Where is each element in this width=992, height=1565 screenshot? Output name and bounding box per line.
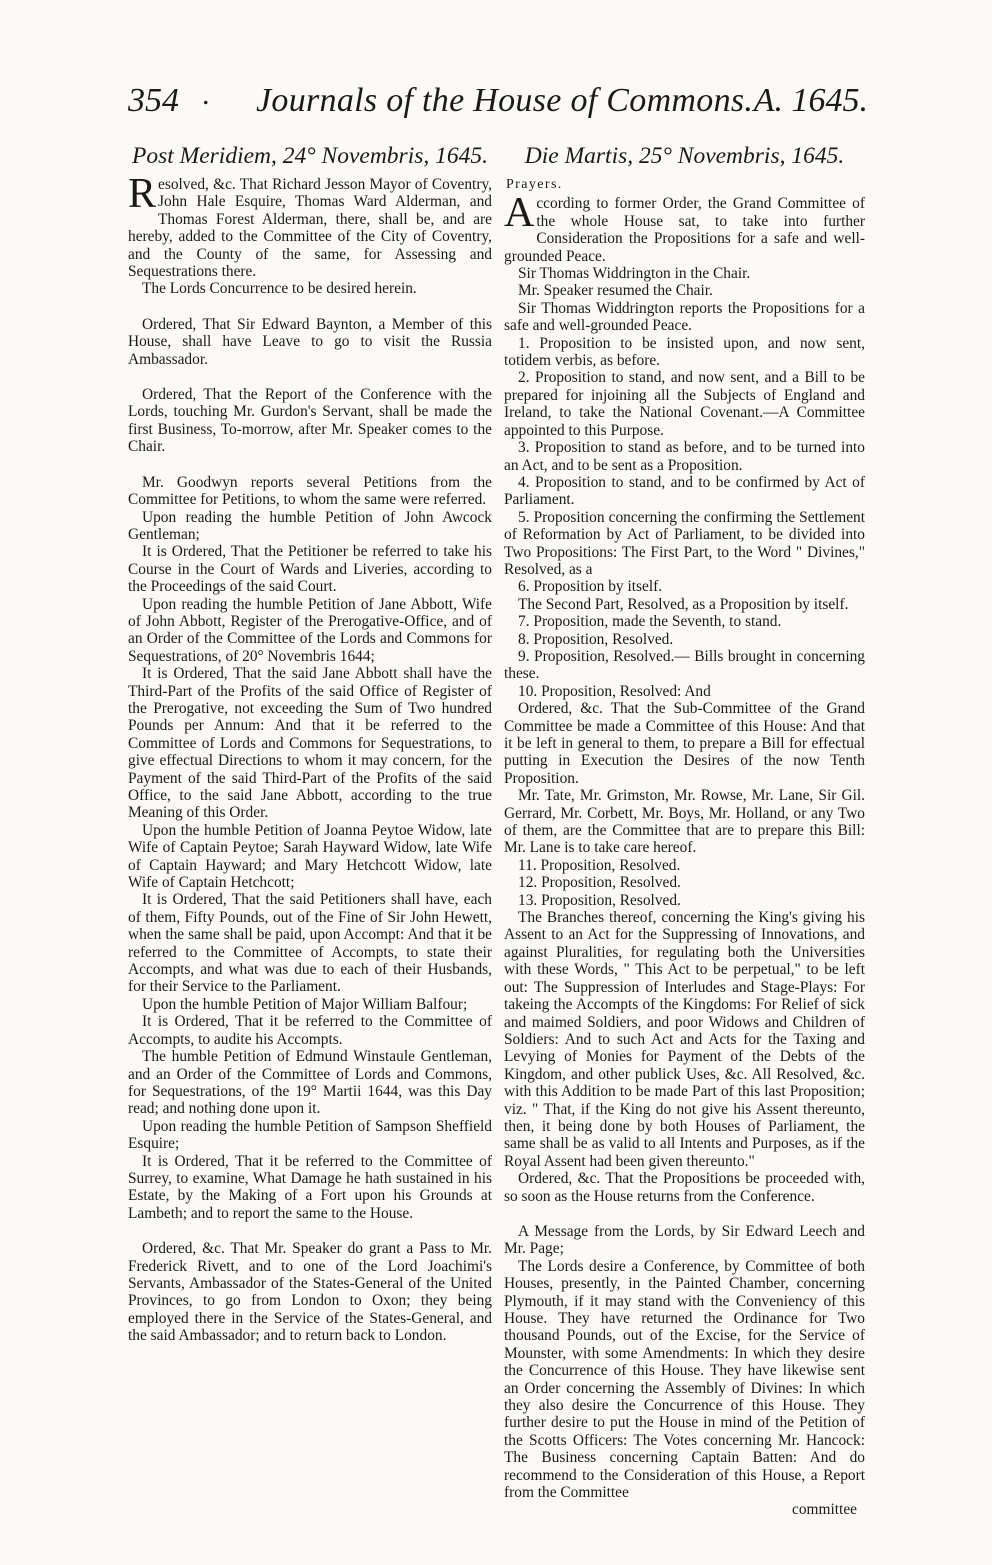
paragraph: The Lords desire a Conference, by Committee of both Houses, presently, in the Painted Chamber, concerning Plymouth, if it may stand with the Conveniency of this House. They have returned the Ordinance for Two thousand Pounds, out of the Excise, for the Service of Mounster, with some Amendments: In which they desire the Concurrence of this House. They have likewise sent an Order concerning the Assembly of Divines: In which they also desire the Concurrence of this House. They further desire to put the House in mind of the Petition of the Scotts Officers: The Votes concerning Mr. Hancock: The Business concerning Captain Batten: And do recommend to the Consideration of this House, a Report from the Committee xyxy=(504,1257,865,1502)
paragraph: The Second Part, Resolved, as a Proposition by itself. xyxy=(518,595,849,613)
paragraph: The humble Petition of Edmund Winstaule Gentleman, and an Order of the Committee of Lords and Commons, for Sequestrations, of the 19° Martii 1644, was this Day read; and nothing done upon it. xyxy=(128,1048,492,1118)
paragraph: Upon the humble Petition of Major William Balfour; xyxy=(142,995,468,1013)
paragraph: 1. Proposition to be insisted upon, and now sent, totidem verbis, as before. xyxy=(504,334,865,370)
paragraph: 11. Proposition, Resolved. xyxy=(518,856,681,874)
paragraph: It is Ordered, That it be referred to the Committee of Accompts, to audite his Accompts. xyxy=(128,1013,492,1048)
paragraph: Upon reading the humble Petition of Sampson Sheffield Esquire; xyxy=(128,1117,492,1153)
paragraph: Sir Thomas Widdrington reports the Propositions for a safe and well-grounded Peace. xyxy=(504,299,865,335)
paragraph: 3. Proposition to stand as before, and to be turned into an Act, and to be sent as a Proposition. xyxy=(504,439,865,474)
header-separator: . xyxy=(202,78,210,111)
paragraph: 10. Proposition, Resolved: And xyxy=(518,682,711,700)
paragraph: It is Ordered, That it be referred to the Committee of Surrey, to examine, What Damage he hath sustained in his Estate, by the Making of a Fort upon his Grounds at Lambeth; and to report the same to the House. xyxy=(128,1152,492,1222)
paragraph: According to former Order, the Grand Committee of the whole House sat, to take into further Consideration the Propositions for a safe and well-grounded Peace. xyxy=(504,190,865,265)
paragraph: Mr. Speaker resumed the Chair. xyxy=(518,282,713,300)
paragraph: 5. Proposition concerning the confirming the Settlement of Reformation by Act of Parliament, to be divided into Two Propositions: The First Part, to the Word " Divines," Resolved, as a xyxy=(504,508,865,578)
paragraph: The Branches thereof, concerning the King's giving his Assent to an Act for the Suppressing of Innovations, and against Pluralities, for regulating both the Universities with these Words, " This Act to be perpetual," to be left out: The Suppression of Interludes and Stage-Plays: For takeing the Accompts of the Kingdoms: For Relief of sick and maimed Soldiers, and poor Widows and Children of Soldiers: And to such Act and Acts for the Taxing and Levying of Monies for Payment of the Debts of the Kingdom, and other publick Uses, &c. All Resolved, &c. with this Addition to be made Part of this last Proposition; viz. " That, if the King do not give his Assent thereunto, then, it being done by both Houses of Parliament, the same shall be as valid to all Intents and Purposes, as if the Royal Assent had been given thereunto." xyxy=(504,909,865,1170)
paragraph: Ordered, &c. That Mr. Speaker do grant a Pass to Mr. Frederick Rivett, and to one of the Lord Joachimi's Servants, Ambassador of the States-General of the United Provinces, to go from London to Oxon; they being employed there in the Service of the States-General, and the said Ambassador; and to return back to London. xyxy=(128,1240,492,1345)
paragraph: Ordered, &c. That the Sub-Committee of the Grand Committee be made a Committee of this House: And that it be left in general to them, to prepare a Bill for effectual putting in Execution the Desires of the now Tenth Proposition. xyxy=(504,700,865,787)
paragraph: Sir Thomas Widdrington in the Chair. xyxy=(518,265,751,283)
paragraph: Resolved, &c. That Richard Jesson Mayor of Coventry, John Hale Esquire, Thomas Ward Alderman, and Thomas Forest Alderman, there, shall be, and are hereby, added to the Committee of the City of Coventry, and the County of the same, for Assessing and Sequestrations there. xyxy=(128,171,492,281)
paragraph: 2. Proposition to stand, and now sent, and a Bill to be prepared for injoining all the Subjects of England and Ireland, to take the National Covenant.—A Committee appointed to this Purpose. xyxy=(504,369,865,439)
paragraph: A Message from the Lords, by Sir Edward Leech and Mr. Page; xyxy=(504,1222,865,1258)
page-header xyxy=(128,78,868,130)
paragraph: 13. Proposition, Resolved. xyxy=(518,891,681,909)
paragraph: Ordered, That Sir Edward Baynton, a Member of this House, shall have Leave to go to visit the Russia Ambassador. xyxy=(128,315,492,368)
paragraph: 6. Proposition by itself. xyxy=(518,578,663,596)
paragraph: It is Ordered, That the said Jane Abbott shall have the Third-Part of the Profits of the said Office of Register of the Prerogative, not exceeding the Sum of Two hundred Pounds per Annum: And that it be referred to the Committee of Lords and Commons for Sequestrations, to give effectual Directions to whom it may concern, for the Payment of the said Third-Part of the Profits of the said Office, to the said Jane Abbott, according to the true Meaning of this Order. xyxy=(128,665,492,822)
header-year: A. 1645. xyxy=(753,82,868,119)
running-title: Journals of the House of Commons. xyxy=(256,82,754,119)
paragraph: Upon the humble Petition of Joanna Peytoe Widow, late Wife of Captain Peytoe; Sarah Hayward Widow, late Wife of Captain Hayward; and Mary Hetchcott Widow, late Wife of Captain Hetchcott; xyxy=(128,821,492,892)
paragraph: 9. Proposition, Resolved.— Bills brought in concerning these. xyxy=(504,647,865,683)
page-number: 354 xyxy=(128,82,179,119)
paragraph: Ordered, That the Report of the Conference with the Lords, touching Mr. Gurdon's Servant, shall be made the first Business, To-morrow, after Mr. Speaker comes to the Chair. xyxy=(128,386,492,456)
paragraph: The Lords Concurrence to be desired herein. xyxy=(142,280,417,298)
catchword: committee xyxy=(792,1501,857,1519)
paragraph: Ordered, &c. That the Propositions be proceeded with, so soon as the House returns from the Conference. xyxy=(504,1170,865,1205)
paragraph: 4. Proposition to stand, and to be confirmed by Act of Parliament. xyxy=(504,473,865,509)
paragraph: Upon reading the humble Petition of John Awcock Gentleman; xyxy=(128,508,492,543)
paragraph: Upon reading the humble Petition of Jane Abbott, Wife of John Abbott, Register of the Prerogative-Office, and of an Order of the Committee of the Lords and Commons for Sequestrations, of 20° Novembris 1644; xyxy=(128,595,492,665)
left-column-heading: Post Meridiem, 24° Novembris, 1645. xyxy=(132,143,488,169)
paragraph: It is Ordered, That the said Petitioners shall have, each of them, Fifty Pounds, out of the Fine of Sir John Hewett, when the same shall be paid, upon Accompt: And that it be referred to the Committee of Accompts, to state their Accompts, and what was due to each of their Husbands, for their Service to the Parliament. xyxy=(128,891,492,996)
left-column xyxy=(128,142,492,1345)
prayers-subheading: Prayers. xyxy=(506,177,563,192)
right-column-heading: Die Martis, 25° Novembris, 1645. xyxy=(524,143,845,169)
paragraph: It is Ordered, That the Petitioner be referred to take his Course in the Court of Wards and Liveries, according to the Proceedings of the said Court. xyxy=(128,543,492,596)
paragraph: Mr. Tate, Mr. Grimston, Mr. Rowse, Mr. Lane, Sir Gil. Gerrard, Mr. Corbett, Mr. Boys, Mr. Holland, or any Two of them, are the Committee that are to prepare this Bill: Mr. Lane is to take care hereof. xyxy=(504,787,865,857)
paragraph: 8. Proposition, Resolved. xyxy=(518,630,674,648)
right-column xyxy=(504,142,865,1519)
paragraph: 7. Proposition, made the Seventh, to stand. xyxy=(518,613,782,631)
paragraph: Mr. Goodwyn reports several Petitions from the Committee for Petitions, to whom the same were referred. xyxy=(128,473,492,509)
paragraph: 12. Proposition, Resolved. xyxy=(518,874,681,892)
